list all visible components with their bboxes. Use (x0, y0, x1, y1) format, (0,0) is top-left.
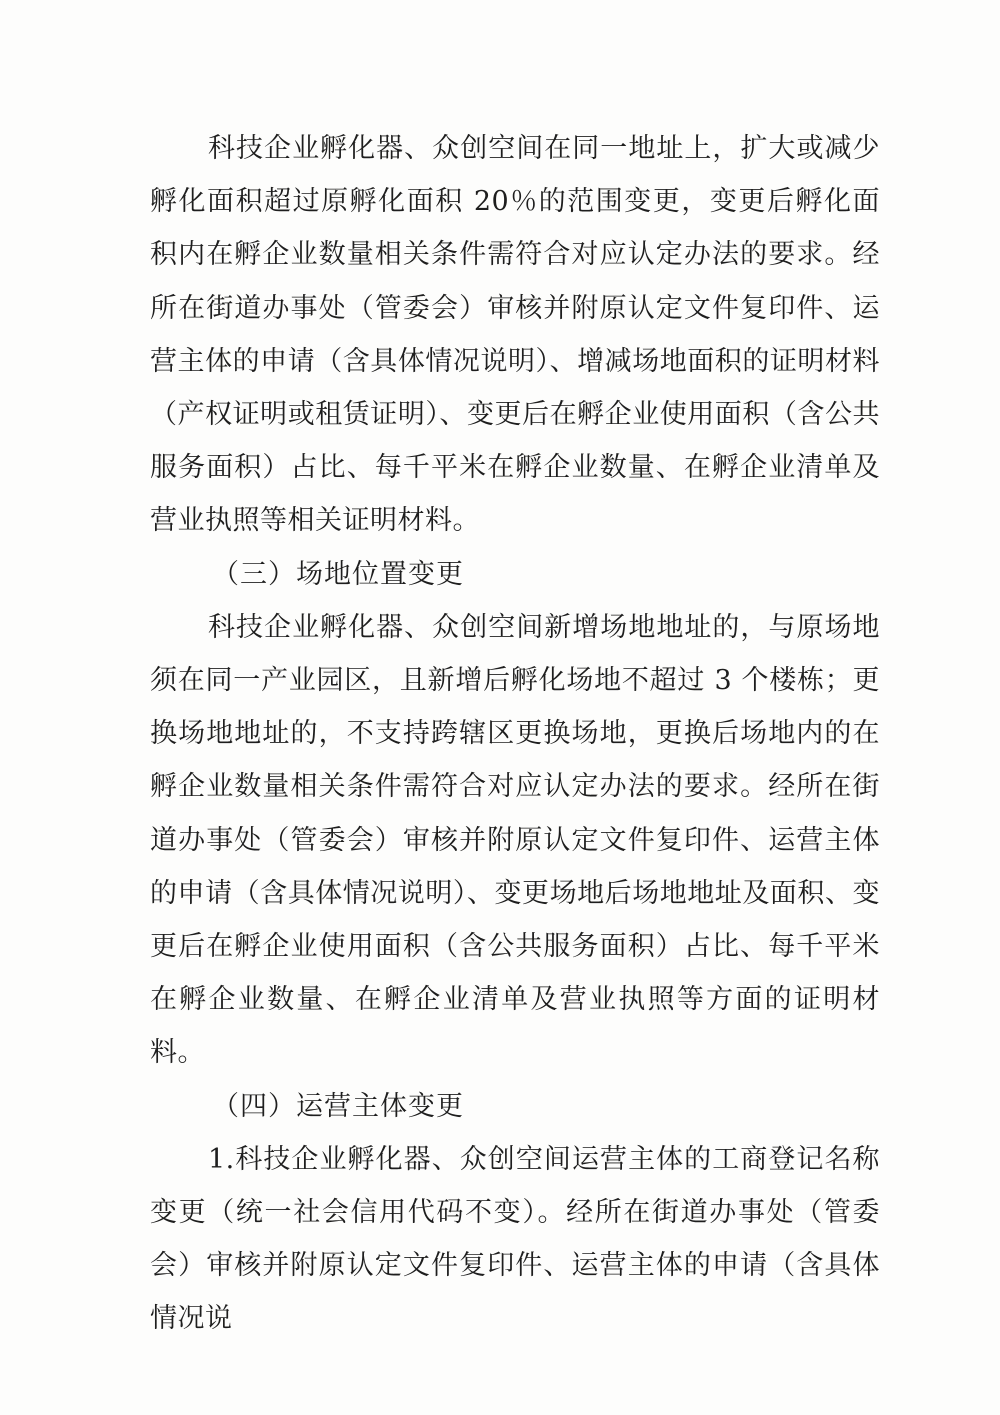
paragraph-operator-name-change: 1.科技企业孵化器、众创空间运营主体的工商登记名称变更（统一社会信用代码不变）。经所在街道办事处（管委会）审核并附原认定文件复印件、运营主体的申请（含具体情况说 (150, 1143, 880, 1335)
section-heading-location-change: （三）场地位置变更 (212, 558, 464, 590)
paragraph-area-change: 科技企业孵化器、众创空间在同一地址上，扩大或减少孵化面积超过原孵化面积 20％的范围变更，变更后孵化面积内在孵企业数量相关条件需符合对应认定办法的要求。经所在街道办事处（管委会）审核并附原认定文件复印件、运营主体的申请（含具体情况说明）、增减场地面积的证明材料（产权证明或租赁证明）、变更后在孵企业使用面积（含公共服务面积）占比、每千平米在孵企业数量、在孵企业清单及营业执照等相关证明材料。 (150, 133, 880, 537)
section-heading-operator-change: （四）运营主体变更 (212, 1090, 464, 1122)
paragraph-location-change: 科技企业孵化器、众创空间新增场地地址的，与原场地须在同一产业园区，且新增后孵化场地不超过 3 个楼栋；更换场地地址的，不支持跨辖区更换场地，更换后场地内的在孵企业数量相关条件需符合对应认定办法的要求。经所在街道办事处（管委会）审核并附原认定文件复印件、运营主体的申请（含具体情况说明）、变更场地后场地地址及面积、变更后在孵企业使用面积（含公共服务面积）占比、每千平米在孵企业数量、在孵企业清单及营业执照等方面的证明材料。 (150, 611, 880, 1069)
document-body (150, 122, 880, 1346)
